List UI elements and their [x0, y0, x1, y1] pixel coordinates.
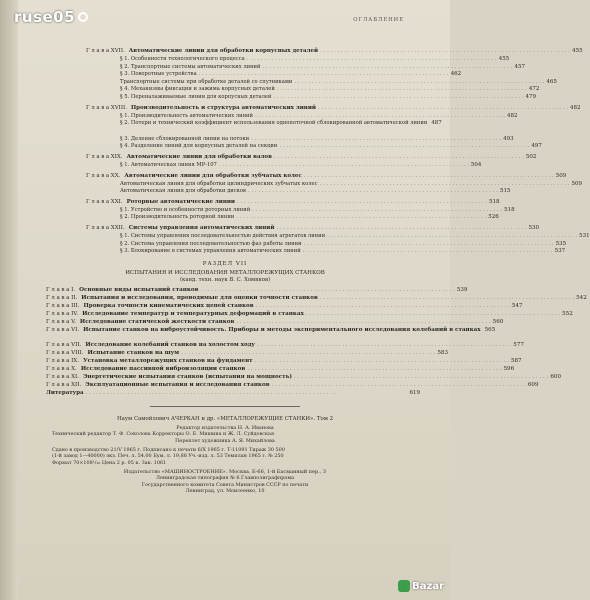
toc-section-row	[120, 112, 518, 120]
dot-leader	[304, 241, 554, 248]
page-number: 465	[546, 78, 557, 85]
chapter-word: Глава	[46, 341, 72, 348]
dot-leader	[273, 94, 523, 101]
dot-leader	[251, 136, 501, 143]
chapter-word: Глава	[86, 104, 111, 111]
part-title: ИСПЫТАНИЯ И ИССЛЕДОВАНИЯ МЕТАЛЛОРЕЖУЩИХ СТАНКОВ	[125, 269, 325, 276]
chapter-title: Автоматические линии для обработки корпусных деталей	[128, 48, 319, 54]
chapter-number: II.	[71, 294, 78, 301]
chapter-title: Испытание станков на виброустойчивость. Приборы и методы экспериментального исследования колебаний в станках	[83, 326, 481, 333]
watermark-corner	[398, 580, 444, 592]
section-title: § 2. Производительность роторной линии	[120, 214, 235, 221]
imprint-tech-editor: Технический редактор Т. Ф. Соколова Корректоры О. Е. Мишина и Ж. Л. Суйдовская	[52, 431, 275, 438]
toc-chapter-row	[46, 318, 504, 326]
chapter-title: Энергетические испытания станков (испытания на мощность)	[83, 373, 293, 380]
toc-literature-row	[46, 390, 420, 397]
chapter-title: Исследование температур и температурных деформаций в станках	[82, 310, 304, 317]
page-number: 509	[555, 172, 567, 179]
dot-leader	[181, 350, 435, 357]
dot-leader	[320, 48, 570, 55]
page-number: 542	[576, 294, 587, 301]
toc-chapter-row	[86, 225, 539, 232]
section-title: Автоматическая линия для обработки цилиндрических зубчатых колес	[120, 180, 318, 187]
watermark-corner-text: Bazar	[412, 580, 444, 592]
page-number: 487	[431, 120, 442, 127]
page-number: 587	[510, 357, 522, 364]
section-title: § 4. Механизмы фиксации и зажима корпусных деталей	[120, 86, 275, 93]
chapter-title: Системы управления автоматических линий	[128, 225, 275, 231]
toc-chapter-row	[46, 349, 449, 357]
page-number: 583	[437, 349, 449, 356]
dot-leader	[247, 366, 501, 373]
toc-section-row	[120, 180, 582, 188]
page-number: 482	[570, 104, 581, 111]
page-number: 596	[503, 365, 515, 372]
chapter-number: XII.	[71, 381, 82, 388]
dot-leader	[294, 374, 548, 381]
section-title: § 3. Деление сблокированной линии на потоки	[120, 135, 250, 142]
page-number: 547	[511, 302, 523, 309]
chapter-word: Глава	[86, 198, 111, 205]
page-number: 504	[470, 162, 482, 168]
toc-chapter-row	[46, 373, 562, 381]
separator-rule	[150, 406, 300, 407]
chapter-title: Испытания и исследования, проводимые для оценки точности станков	[81, 294, 318, 301]
imprint-printer: Государственного комитета Совета Министров СССР по печати	[141, 481, 309, 488]
section-title: § 1. Особенности технологического процесса	[120, 56, 245, 62]
toc-section-row	[120, 94, 536, 101]
toc-section-row	[120, 188, 511, 195]
page-number: 462	[450, 71, 462, 78]
dot-leader	[320, 295, 574, 302]
chapter-word: Глава	[46, 302, 72, 309]
dot-leader	[318, 105, 568, 112]
chapter-number: XX.	[110, 172, 121, 179]
chapter-number: VIII.	[71, 349, 84, 356]
toc-chapter-row	[86, 172, 567, 180]
page-number: 537	[554, 248, 566, 255]
toc-section-row	[120, 63, 525, 71]
section-title: § 4. Разделение линий для корпусных деталей на секции	[120, 143, 278, 150]
dot-leader	[236, 319, 490, 326]
toc-section-row	[120, 120, 442, 127]
page-number: 535	[555, 240, 567, 247]
imprint-printer: Ленинград, ул. Моисеенко, 10	[185, 488, 265, 495]
imprint-editor: Редактор издательства Н. А. Иванова	[176, 424, 274, 431]
toc-section-row	[120, 233, 590, 240]
watermark-logo-text: ruse05	[14, 8, 76, 26]
chapter-word: Глава	[46, 381, 72, 388]
chapter-number: XXII.	[110, 225, 125, 231]
toc-chapter-row	[46, 365, 515, 373]
chapter-title: Исследование статической жесткости станков	[79, 318, 235, 325]
chapter-number: XVII.	[110, 48, 125, 54]
dot-leader	[257, 342, 511, 349]
toc-chapter-row	[46, 341, 524, 349]
dot-leader	[276, 225, 526, 232]
page-number: 472	[528, 86, 540, 93]
chapter-word: Глава	[46, 326, 72, 333]
part-author: (канд. техн. наук В. С. Хомяков)	[179, 276, 271, 283]
page-number: 518	[489, 198, 500, 205]
dot-leader	[319, 181, 569, 188]
page-number: 455	[572, 48, 583, 54]
part-label: РАЗДЕЛ VII	[202, 260, 248, 267]
section-title: § 5. Переналаживаемые линии для корпусных деталей	[120, 94, 272, 100]
dot-leader	[255, 358, 509, 365]
toc-section-row	[120, 71, 462, 78]
page-number: 515	[499, 188, 511, 195]
toc-chapter-row	[86, 198, 500, 206]
dot-leader	[247, 56, 497, 63]
section-title: § 1. Автоматическая линия МР-107	[120, 162, 217, 168]
dot-leader	[252, 207, 502, 214]
page-number: 600	[550, 373, 562, 380]
chapter-word: Глава	[46, 357, 72, 364]
imprint-printer: Ленинградская типография № 6 Главполиграфпрома	[155, 475, 295, 482]
toc-section-row	[120, 214, 499, 221]
chapter-number: XXI.	[110, 198, 123, 205]
page-number: 526	[488, 214, 499, 221]
chapter-number: I.	[71, 286, 76, 293]
chapter-word: Глава	[46, 294, 72, 301]
dot-leader	[256, 303, 510, 310]
chapter-title: Основные виды испытаний станков	[79, 286, 199, 293]
dot-leader	[248, 188, 498, 195]
page-number: 457	[514, 63, 525, 70]
chapter-word: Глава	[86, 172, 111, 179]
chapter-word: Глава	[46, 318, 72, 325]
toc-section-row	[120, 56, 510, 63]
chapter-word: Глава	[46, 349, 72, 356]
dot-leader	[199, 71, 449, 78]
chapter-number: XVIII.	[110, 104, 127, 111]
page-number: 482	[506, 112, 518, 119]
chapter-title: Роторные автоматические линии	[126, 198, 236, 205]
dot-leader	[237, 199, 487, 206]
chapter-number: VII.	[71, 341, 82, 348]
dot-leader	[272, 382, 526, 389]
chapter-title: Проверка точности кинематических цепей станков	[83, 302, 254, 309]
dot-leader	[236, 214, 486, 221]
page-number: 493	[503, 135, 514, 142]
dot-leader	[219, 162, 469, 169]
page-number: 609	[527, 381, 539, 388]
toc-chapter-row	[46, 381, 539, 389]
bazar-logo-icon	[398, 580, 410, 592]
dot-leader	[255, 113, 505, 120]
chapter-word: Глава	[86, 225, 111, 231]
dot-leader	[274, 154, 524, 161]
toc-section-row	[120, 240, 567, 248]
chapter-title: Автоматические линии для обработки зубчатых колес	[124, 172, 302, 179]
toc-chapter-row	[46, 302, 523, 310]
page-number: 531	[579, 233, 590, 239]
chapter-word: Глава	[46, 373, 72, 380]
chapter-title: Производительность и структура автоматических линий	[130, 104, 316, 111]
chapter-title: Испытание станков на шум	[87, 349, 180, 356]
chapter-title: Автоматические линии для обработки валов	[126, 154, 272, 160]
page-number: 565	[484, 326, 496, 333]
page-number: 552	[562, 310, 573, 317]
toc-section-row	[120, 86, 540, 93]
toc-section-row	[120, 248, 566, 255]
imprint-data: Формат 70×108¹/₁₆ Цена 2 р. 05 к. Зак. 1061	[52, 459, 167, 466]
dot-leader	[304, 173, 554, 180]
section-title: Транспортные системы при обработке деталей со спутниками	[120, 78, 293, 85]
section-title: § 3. Поворотные устройства	[120, 71, 197, 78]
chapter-word: Глава	[46, 365, 72, 372]
section-title: § 1. Производительность автоматических линий	[120, 112, 253, 119]
toc-section-row	[120, 162, 482, 169]
chapter-word: Глава	[86, 154, 111, 160]
toc-chapter-row	[46, 357, 522, 365]
page-number: 530	[528, 225, 539, 231]
chapter-number: V.	[71, 318, 76, 325]
chapter-number: XI.	[71, 373, 80, 380]
dot-leader	[306, 311, 560, 318]
dot-leader	[327, 233, 577, 240]
dot-leader	[303, 248, 553, 255]
toc-chapter-row	[46, 310, 573, 318]
dot-leader	[262, 64, 512, 71]
page-number: 577	[513, 341, 524, 348]
section-title: Автоматическая линия для обработки дисков	[120, 188, 246, 195]
section-title: § 1. Системы управления последовательностью действия агрегатов линии	[120, 233, 326, 239]
chapter-number: VI.	[71, 326, 80, 333]
chapter-number: III.	[71, 302, 80, 309]
page-number: 497	[531, 143, 542, 150]
page-number: 502	[525, 154, 537, 160]
dot-leader	[201, 287, 455, 294]
page-number: 518	[504, 206, 515, 213]
imprint-data: Сдано в производство 21/V 1965 г. Подписано к печати 6/X 1965 г. Т-11091 Тираж 30 500	[52, 446, 285, 453]
imprint-data: (1-й завод 1—40000) экз. Печ. л. 54,00 Бум. л. 19,88 Уч.-изд. л. 53 Темплан 1965 г. № 250	[52, 453, 284, 460]
toc-chapter-row	[46, 326, 496, 334]
chapter-number: IX.	[71, 357, 80, 364]
chapter-number: XIX.	[110, 154, 123, 160]
dot-leader	[279, 143, 529, 150]
toc-section-row	[120, 135, 514, 143]
chapter-word: Глава	[46, 310, 72, 317]
toc-section-row	[120, 206, 515, 214]
toc-chapter-row	[86, 48, 583, 55]
chapter-word: Глава	[46, 286, 72, 293]
imprint-publisher: Издательство «МАШИНОСТРОЕНИЕ». Москва, Б-66, 1-й Басманный пер., 3	[123, 468, 327, 475]
dot-leader	[277, 86, 527, 93]
chapter-number: X.	[71, 365, 77, 372]
page-number: 560	[492, 318, 504, 325]
toc-chapter-row	[86, 154, 537, 161]
toc-section-row	[120, 78, 557, 86]
section-title: § 3. Блокирование в системах управления автоматических линий	[120, 248, 301, 255]
page-number: 509	[571, 180, 582, 187]
page-number: 479	[525, 94, 536, 100]
page-number: 619	[409, 389, 420, 396]
imprint-cover: Переплет художника А. Я. Михайлова	[175, 437, 275, 444]
section-title: § 2. Транспортные системы автоматических линий	[120, 63, 261, 70]
page-number: 539	[456, 286, 468, 293]
running-head: ОГЛАВЛЕНИЕ	[353, 17, 404, 23]
section-title: § 1. Устройство и особенности роторных линий	[120, 206, 251, 213]
toc-chapter-row	[46, 294, 587, 302]
dot-leader	[86, 390, 402, 397]
chapter-title: Эксплуатационные испытания и исследования станков	[85, 381, 270, 388]
section-title: § 2. Потери и технический коэффициент использования однопоточной сблокированной автоматической линии	[120, 120, 428, 127]
chapter-word: Глава	[86, 48, 111, 54]
section-title: § 2. Система управления последовательностью фаз работы линии	[120, 240, 302, 247]
chapter-title: Исследование пассивной виброизоляции станков	[80, 365, 246, 372]
imprint-title: Наум Самойлович АЧЕРКАН и др. «МЕТАЛЛОРЕЖУЩИЕ СТАНКИ». Том 2	[116, 415, 334, 422]
chapter-title: Исследование колебаний станков на холостом ходу	[85, 341, 256, 348]
toc-chapter-row	[86, 104, 581, 112]
literature-title: Литература	[46, 389, 84, 396]
toc-section-row	[120, 143, 542, 150]
toc-chapter-row	[46, 286, 468, 294]
chapter-number: IV.	[71, 310, 79, 317]
page-number: 455	[498, 56, 510, 62]
dot-leader	[294, 79, 544, 86]
chapter-title: Установка металлорежущих станков на фундамент	[83, 357, 253, 364]
